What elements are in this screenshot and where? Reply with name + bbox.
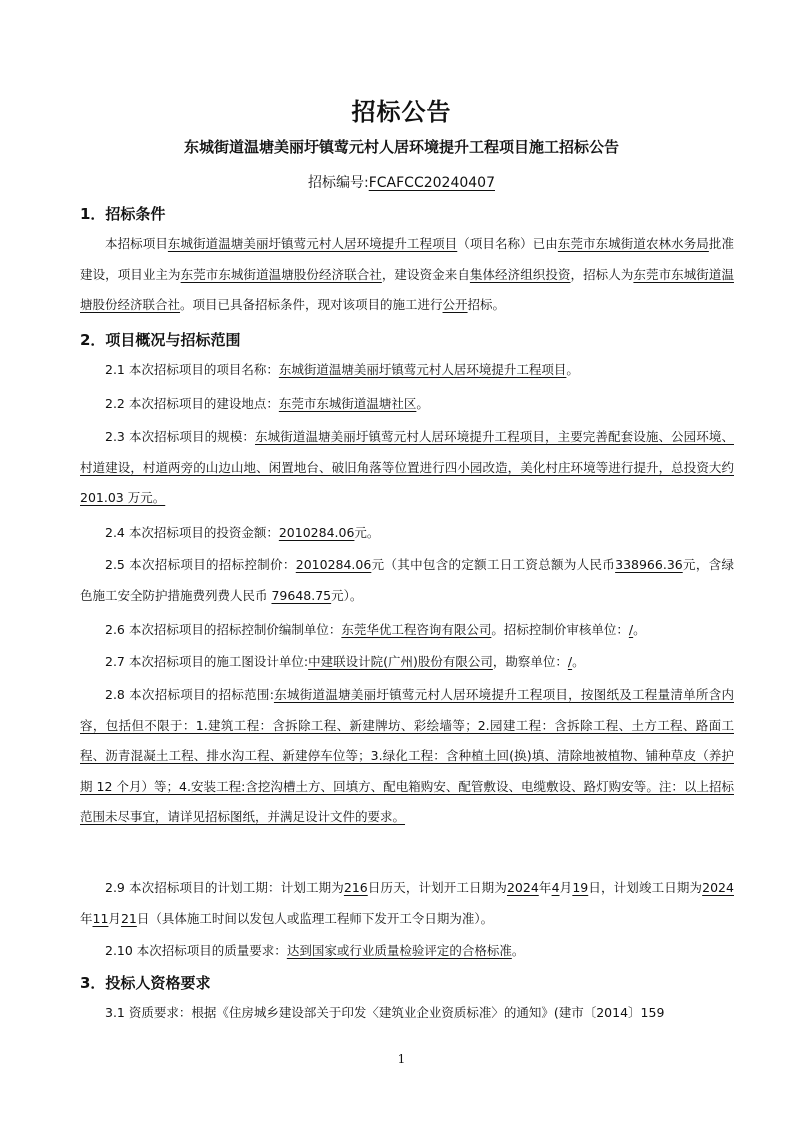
section-2-heading: 2．项目概况与招标范围	[80, 331, 241, 349]
item-3-1: 3.1 资质要求：根据《住房城乡建设部关于印发〈建筑业企业资质标准〉的通知》(建市〔2014〕159	[105, 1005, 665, 1020]
section-1-heading: 1．招标条件	[80, 205, 166, 223]
tender-code-label: 招标编号:	[308, 175, 369, 191]
section-1-paragraph: 本招标项目东城街道温塘美丽圩镇莺元村人居环境提升工程项目（项目名称）已由东莞市东城街道农林水务局批准建设，项目业主为东莞市东城街道温塘股份经济联合社，建设资金来自集体经济组织投资，招标人为东莞市东城街道温塘股份经济联合社。项目已具备招标条件，现对该项目的施工进行公开招标。	[80, 236, 734, 312]
item-2-6: 2.6 本次招标项目的招标控制价编制单位：东莞华优工程咨询有限公司。招标控制价审核单位：/。	[105, 622, 646, 637]
item-2-4: 2.4 本次招标项目的投资金额：2010284.06元。	[105, 525, 380, 540]
item-2-3: 2.3 本次招标项目的规模：东城街道温塘美丽圩镇莺元村人居环境提升工程项目，主要完善配套设施、公园环境、村道建设，村道两旁的山边山地、闲置地台、破旧角落等位置进行四小园改造，美化村庄环境等进行提升，总投资大约 201.03 万元。	[80, 429, 734, 505]
tender-code-value: FCAFCC20240407	[368, 175, 495, 191]
item-2-2: 2.2 本次招标项目的建设地点：东莞市东城街道温塘社区。	[105, 396, 429, 411]
page-number: 1	[397, 1052, 406, 1066]
section-3-heading: 3．投标人资格要求	[80, 974, 211, 992]
item-2-10: 2.10 本次招标项目的质量要求：达到国家或行业质量检验评定的合格标准。	[105, 943, 525, 958]
notice-subtitle: 东城街道温塘美丽圩镇莺元村人居环境提升工程项目施工招标公告	[183, 138, 619, 156]
page-title: 招标公告	[351, 98, 452, 126]
item-2-5: 2.5 本次招标项目的招标控制价：2010284.06元（其中包含的定额工日工资总额为人民币338966.36元，含绿色施工安全防护措施费列费人民币 79648.75元）。	[80, 557, 734, 603]
item-2-7: 2.7 本次招标项目的施工图设计单位:中建联设计院(广州)股份有限公司，勘察单位：/。	[105, 654, 585, 669]
item-2-1: 2.1 本次招标项目的项目名称：东城街道温塘美丽圩镇莺元村人居环境提升工程项目。	[105, 362, 579, 377]
item-2-8: 2.8 本次招标项目的招标范围:东城街道温塘美丽圩镇莺元村人居环境提升工程项目，按图纸及工程量清单所含内容，包括但不限于：1.建筑工程：含拆除工程、新建牌坊、彩绘墙等；2.园建工程：含拆除工程、土方工程、路面工程、沥青混凝土工程、排水沟工程、新建停车位等；3.绿化工程：含种植土回(换)填、清除地被植物、铺种草皮（养护期 12 个月）等；4.安装工程:含挖沟槽土方、回填方、配电箱购安、配管敷设、电缆敷设、路灯购安等。注：以上招标范围未尽事宜，请详见招标图纸，并满足设计文件的要求。	[80, 687, 734, 824]
item-2-9: 2.9 本次招标项目的计划工期：计划工期为216日历天，计划开工日期为2024年4月19日，计划竣工日期为2024年11月21日（具体施工时间以发包人或监理工程师下发开工令日期为准）。	[80, 880, 734, 926]
tender-code	[0, 172, 803, 192]
